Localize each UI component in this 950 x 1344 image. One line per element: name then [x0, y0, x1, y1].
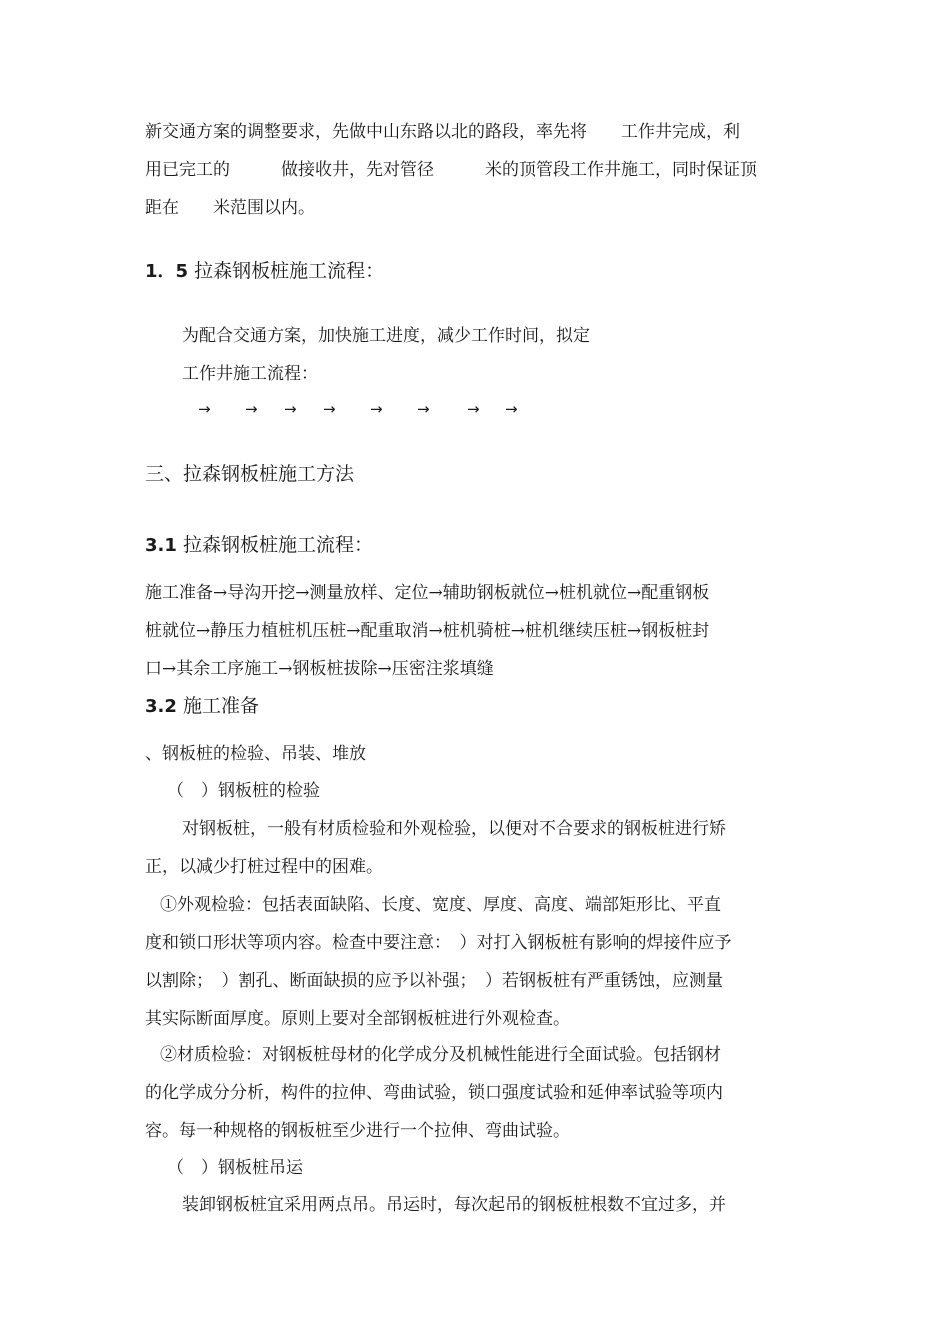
para-2-line-2: 度和锁口形状等项内容。检查中要注意： ）对打入钢板桩有影响的焊接件应予	[145, 933, 732, 953]
section-1-5-heading	[145, 256, 384, 287]
item-1-heading: 、钢板桩的检验、吊装、堆放	[145, 744, 366, 764]
flow-arrow: →	[284, 400, 297, 418]
flow-arrows	[0, 396, 950, 422]
flow-arrow: →	[417, 400, 430, 418]
flow-arrow: →	[323, 400, 336, 418]
para-2-line-4: 其实际断面厚度。原则上要对全部钢板桩进行外观检查。	[145, 1009, 570, 1029]
para-2-line-3: 以割除； ）割孔、断面缺损的应予以补强； ）若钢板桩有严重锈蚀，应测量	[145, 971, 723, 991]
sub-2-heading: （ ）钢板桩吊运	[167, 1158, 303, 1178]
flow-arrow: →	[245, 400, 258, 418]
section-3-1-line-3: 口→其余工序施工→钢板桩拔除→压密注浆填缝	[145, 659, 494, 679]
section-3-heading	[145, 459, 354, 489]
section-1-5-number: 1．5	[145, 261, 189, 282]
section-1-5-line-1: 为配合交通方案，加快施工进度，减少工作时间，拟定	[182, 326, 590, 346]
intro-line-2: 用已完工的 做接收井，先对管径 米的顶管段工作井施工，同时保证顶	[145, 160, 757, 180]
section-3-1-line-2: 桩就位→静压力植桩机压桩→配重取消→桩机骑桩→桩机继续压桩→钢板桩封	[145, 621, 710, 641]
section-3-2-heading	[145, 691, 259, 722]
section-3-title: 三、拉森钢板桩施工方法	[145, 463, 355, 485]
para-3-line-2: 的化学成分分析，构件的拉伸、弯曲试验，锁口强度试验和延伸率试验等项内	[145, 1083, 723, 1103]
flow-arrow: →	[198, 400, 211, 418]
sub-1-heading: （ ）钢板桩的检验	[167, 781, 320, 801]
section-3-1-number: 3.1	[145, 535, 177, 556]
section-1-5-title: 拉森钢板桩施工流程：	[194, 260, 385, 282]
para-4-line-1: 装卸钢板桩宜采用两点吊。吊运时，每次起吊的钢板桩根数不宜过多，并	[182, 1195, 726, 1215]
section-3-1-line-1: 施工准备→导沟开挖→测量放样、定位→辅助钢板就位→桩机就位→配重钢板	[145, 583, 710, 603]
section-3-2-title: 施工准备	[182, 695, 259, 717]
flow-arrow: →	[505, 400, 518, 418]
para-3-line-3: 容。每一种规格的钢板桩至少进行一个拉伸、弯曲试验。	[145, 1121, 570, 1141]
flow-arrow: →	[370, 400, 383, 418]
intro-line-1: 新交通方案的调整要求，先做中山东路以北的路段，率先将 工作井完成，利	[145, 122, 740, 142]
section-1-5-line-2: 工作井施工流程：	[182, 364, 318, 384]
flow-arrow: →	[467, 400, 480, 418]
para-1-line-2: 正，以减少打桩过程中的困难。	[145, 857, 383, 877]
para-1-line-1: 对钢板桩，一般有材质检验和外观检验，以便对不合要求的钢板桩进行矫	[182, 819, 726, 839]
section-3-1-heading	[145, 530, 373, 561]
para-3-line-1: ②材质检验：对钢板桩母材的化学成分及机械性能进行全面试验。包括钢材	[160, 1045, 721, 1065]
intro-line-3: 距在 米范围以内。	[145, 198, 315, 218]
para-2-line-1: ①外观检验：包括表面缺陷、长度、宽度、厚度、高度、端部矩形比、平直	[160, 895, 721, 915]
section-3-1-title: 拉森钢板桩施工流程：	[182, 534, 373, 556]
section-3-2-number: 3.2	[145, 696, 177, 717]
